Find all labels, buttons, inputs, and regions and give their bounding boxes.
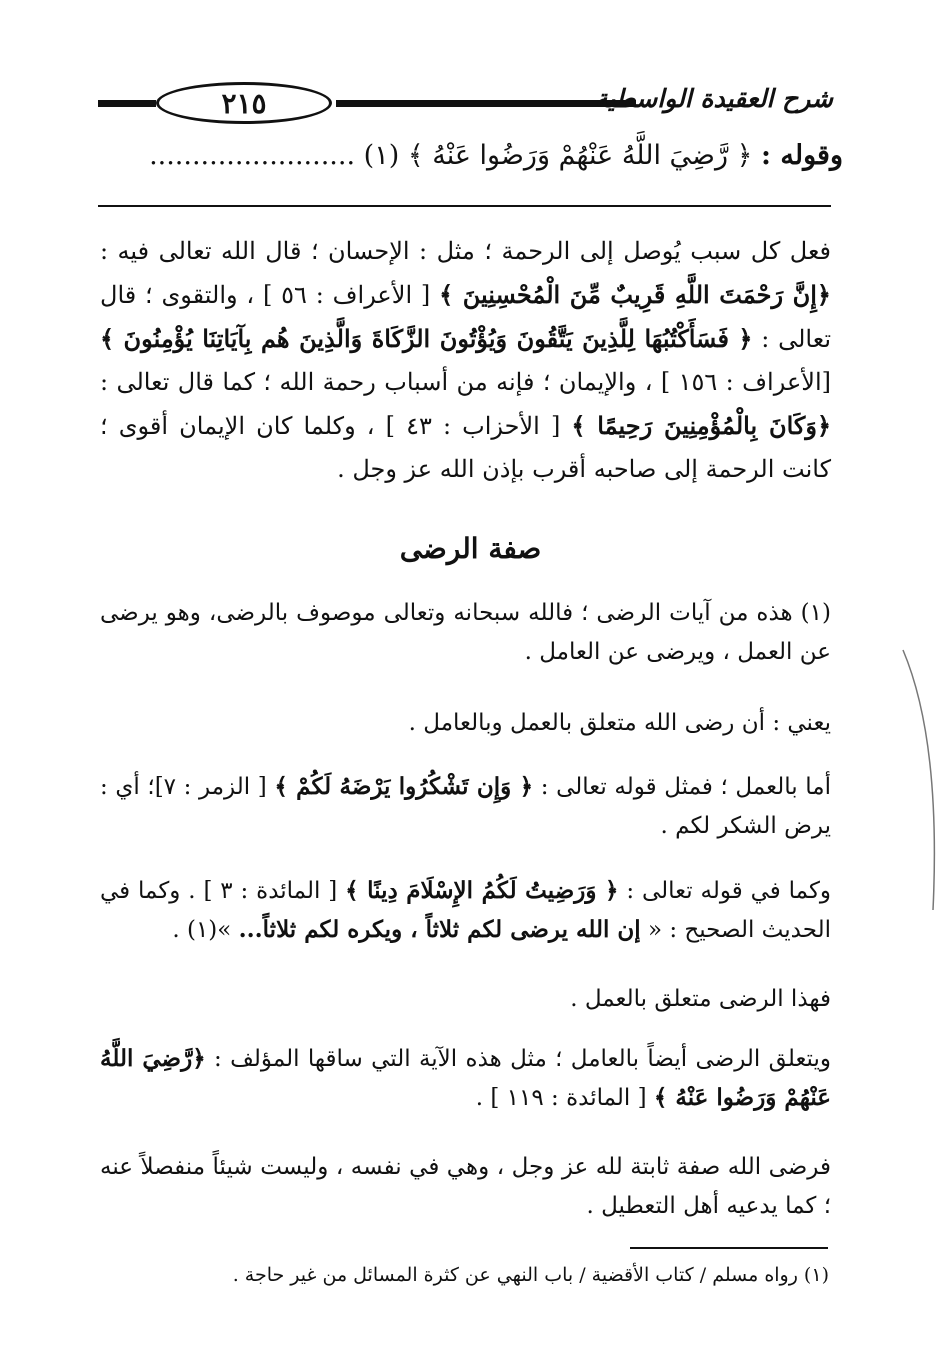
note-6 xyxy=(100,1040,831,1117)
note-1-text: (١) هذه من آيات الرضى ؛ فالله سبحانه وتعالى موصوف بالرضى، وهو يرضى عن العمل ، ويرضى عن العامل . xyxy=(100,600,831,665)
note-3 xyxy=(100,768,831,845)
running-header xyxy=(98,74,833,124)
note-4-lead: وكما في قوله تعالى : xyxy=(618,878,832,904)
quote-verse: ﴿ رَّضِيَ اللَّهُ عَنْهُمْ وَرَضُوا عَنْهُ ﴾ (١) xyxy=(363,140,753,171)
note-3-lead: أما بالعمل ؛ فمثل قوله تعالى : xyxy=(533,774,831,800)
main-line-5-rest: [ الأحزاب : ٤٣ ] ، وكلما كان الإيمان أقوى ؛ xyxy=(100,412,561,440)
main-line-3-lead: تعالى : xyxy=(752,325,832,353)
note-6-lead: ويتعلق الرضى أيضاً بالعامل ؛ مثل هذه الآية التي ساقها المؤلف : xyxy=(205,1046,831,1072)
header-rule-right xyxy=(336,100,636,107)
main-line-6: كانت الرحمة إلى صاحبه أقرب بإذن الله عز وجل . xyxy=(337,455,831,483)
hadith-text: إن الله يرضى لكم ثلاثاً ، ويكره لكم ثلاثاً... xyxy=(238,915,641,943)
verse-muhsinin: ﴿إِنَّ رَحْمَتَ اللَّهِ قَرِيبٌ مِّنَ الْمُحْسِنِينَ ﴾ xyxy=(439,280,831,309)
verse-fasaktubuha: ﴿ فَسَأَكْتُبُهَا لِلَّذِينَ يَتَّقُونَ وَيُؤْتُونَ الزَّكَاةَ وَالَّذِينَ هُم بِآيَاتِنَا يُؤْمِنُونَ ﴾ xyxy=(100,324,753,353)
verse-radiya: ﴿رَّضِيَ اللَّهُ عَنْهُمْ وَرَضُوا عَنْهُ ﴾ xyxy=(100,1045,831,1111)
section-title: صفة الرضى xyxy=(399,532,542,565)
note-7-text: فرضى الله صفة ثابتة لله عز وجل ، وهي في نفسه ، وليست شيئاً منفصلاً عنه ؛ كما يدعيه أهل التعطيل . xyxy=(100,1154,831,1219)
verse-radiitu: ﴿ وَرَضِيتُ لَكُمُ الإِسْلَامَ دِينًا ﴾ xyxy=(345,877,619,904)
footnote-divider xyxy=(630,1247,828,1249)
quote-dots: ........................ xyxy=(149,140,356,171)
note-6-rest: [ المائدة : ١١٩ ] . xyxy=(475,1084,647,1111)
main-line-2-rest: [ الأعراف : ٥٦ ] ، والتقوى ؛ قال xyxy=(100,281,431,309)
main-paragraph xyxy=(100,230,831,491)
quote-lead: وقوله : xyxy=(761,140,843,171)
note-3-rest: [ الزمر : ٧]؛ أي : يرض الشكر لكم . xyxy=(100,774,831,839)
note-2-text: يعني : أن رضى الله متعلق بالعمل وبالعامل . xyxy=(408,710,831,736)
note-5-text: فهذا الرضى متعلق بالعمل . xyxy=(570,986,831,1012)
main-line-1: فعل كل سبب يُوصل إلى الرحمة ؛ مثل : الإحسان ؛ قال الله تعالى فيه : xyxy=(100,237,831,265)
note-7 xyxy=(100,1148,831,1225)
note-2 xyxy=(100,704,831,743)
main-line-4: [الأعراف : ١٥٦ ] ، والإيمان ؛ فإنه من أسباب رحمة الله ؛ كما قال تعالى : xyxy=(100,368,832,396)
note-4 xyxy=(100,872,831,949)
footnote: (١) رواه مسلم / كتاب الأقضية / باب النهي عن كثرة المسائل من غير حاجة . xyxy=(232,1264,829,1286)
header-rule-left xyxy=(98,100,156,107)
book-title: شرح العقيدة الواسطية xyxy=(594,84,833,113)
note-1 xyxy=(100,594,831,671)
header-divider xyxy=(98,205,831,207)
verse-rahiman: ﴿وَكَانَ بِالْمُؤْمِنِينَ رَحِيمًا ﴾ xyxy=(571,411,832,440)
note-5 xyxy=(100,980,831,1019)
quoted-verse-line xyxy=(100,140,843,184)
note-4-mid: [ المائدة : ٣ ] . وكما في الحديث الصحيح : « xyxy=(100,878,831,943)
page-edge-curve xyxy=(901,620,941,920)
page-number: ٢١٥ xyxy=(156,82,332,124)
verse-tashkuru: ﴿ وَإِن تَشْكُرُوا يَرْضَهُ لَكُمْ ﴾ xyxy=(274,773,534,800)
note-4-end: »(١) . xyxy=(172,916,232,943)
